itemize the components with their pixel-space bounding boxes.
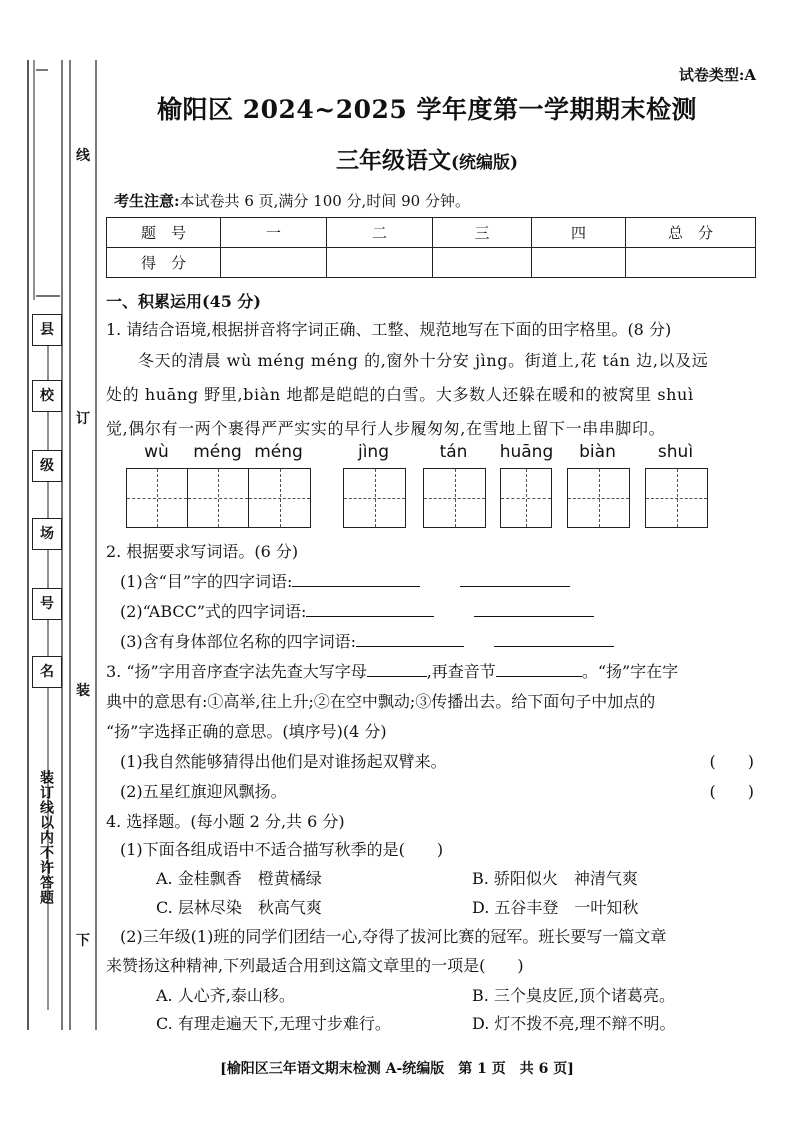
- exam-room-label: 场: [40, 526, 54, 542]
- pinyin-label: shuì: [657, 442, 694, 462]
- margin-mark-ding: 订: [76, 411, 90, 427]
- question-2-item-text: (3)含有身体部位名称的四字词语:: [120, 632, 357, 651]
- writing-grid-huang[interactable]: [500, 468, 552, 528]
- score-header-cell: 三: [433, 218, 532, 248]
- question-2-item-text: (1)含“目”字的四字词语:: [120, 572, 293, 591]
- question-3-item: [120, 746, 760, 778]
- tian-cell[interactable]: [188, 469, 249, 527]
- question-2-item: [120, 596, 780, 628]
- subject-label: 三年级语文: [335, 147, 451, 174]
- pinyin-label: wù: [144, 442, 169, 462]
- question-4-1-stem: (1)下面各组成语中不适合描写秋季的是( ): [120, 840, 444, 859]
- option-d[interactable]: D. 五谷丰登 一叶知秋: [472, 898, 639, 917]
- answer-paren[interactable]: ( ): [709, 782, 754, 801]
- tian-cell[interactable]: [501, 469, 551, 527]
- pinyin-label: tán: [439, 442, 468, 462]
- question-4-2-line: 来赞扬这种精神,下列最适合用到这篇文章里的一项是( ): [106, 956, 524, 975]
- score-table-header-row: [107, 218, 756, 248]
- score-cell[interactable]: [221, 248, 327, 278]
- margin-mark-zhuang: 装: [76, 683, 90, 699]
- school-label: 校: [40, 388, 54, 404]
- exam-title: 榆阳区 2024~2025 学年度第一学期期末检测: [156, 95, 698, 124]
- score-table-score-row: [107, 248, 756, 278]
- answer-paren[interactable]: ( ): [709, 752, 754, 771]
- question-3-line: [106, 656, 766, 688]
- writing-grid-tan[interactable]: [423, 468, 486, 528]
- option-c[interactable]: C. 有理走遍天下,无理寸步难行。: [156, 1014, 391, 1033]
- class-label: 级: [40, 458, 54, 474]
- question-1-stem: 1. 请结合语境,根据拼音将字词正确、工整、规范地写在下面的田字格里。(8 分): [106, 320, 672, 339]
- edition-label: (统编版): [450, 153, 519, 173]
- option-a[interactable]: A. 人心齐,泰山移。: [156, 986, 295, 1005]
- tian-cell[interactable]: [344, 469, 405, 527]
- question-3-text: 3. “扬”字用音序查字法先查大写字母: [106, 662, 367, 681]
- tian-cell[interactable]: [127, 469, 188, 527]
- exam-subtitle: [120, 142, 734, 175]
- question-3-item-text: (1)我自然能够猜得出他们是对谁扬起双臂来。: [120, 752, 447, 771]
- question-3-text: ,再查音节: [426, 662, 496, 681]
- paper-type: 试卷类型:A: [678, 66, 756, 84]
- score-row-label: 得 分: [107, 248, 221, 278]
- answer-blank[interactable]: [474, 599, 594, 617]
- question-3-line: “扬”字选择正确的意思。(填序号)(4 分): [106, 722, 387, 741]
- answer-blank[interactable]: [460, 569, 570, 587]
- question-3-item-text: (2)五星红旗迎风飘扬。: [120, 782, 287, 801]
- pinyin-label: méng: [254, 442, 303, 462]
- passage-line: 冬天的清晨 wù méng méng 的,窗外十分安 jìng。街道上,花 tán 边,以及远: [138, 351, 709, 370]
- seat-number-field[interactable]: [32, 588, 62, 620]
- answer-blank[interactable]: [292, 569, 420, 587]
- option-d[interactable]: D. 灯不拨不亮,理不辩不明。: [472, 1014, 676, 1033]
- exam-notice: [114, 190, 470, 211]
- name-field[interactable]: [32, 656, 62, 688]
- question-4-2-line: (2)三年级(1)班的同学们团结一心,夺得了拔河比赛的冠军。班长要写一篇文章: [120, 927, 667, 946]
- question-2-item: [120, 566, 780, 598]
- answer-blank[interactable]: [496, 659, 582, 677]
- page-footer: [榆阳区三年语文期末检测 A-统编版 第 1 页 共 6 页]: [220, 1061, 574, 1077]
- class-field[interactable]: [32, 450, 62, 482]
- answer-blank[interactable]: [356, 629, 464, 647]
- score-header-cell: 四: [532, 218, 626, 248]
- seat-number-label: 号: [40, 596, 54, 612]
- passage-line: 处的 huāng 野里,biàn 地都是皑皑的白雪。大多数人还躲在暖和的被窝里 shuì: [106, 385, 694, 404]
- exam-room-field[interactable]: [32, 518, 62, 550]
- binding-margin-lines: [0, 0, 110, 1123]
- question-2-item-text: (2)“ABCC”式的四字词语:: [120, 602, 307, 621]
- writing-grid-shui[interactable]: [645, 468, 708, 528]
- passage-line: 觉,偶尔有一两个裹得严严实实的早行人步履匆匆,在雪地上留下一串串脚印。: [106, 419, 666, 438]
- score-header-cell: 题 号: [107, 218, 221, 248]
- margin-mark-xia: 下: [76, 933, 90, 949]
- question-4-stem: 4. 选择题。(每小题 2 分,共 6 分): [106, 812, 345, 831]
- score-cell[interactable]: [433, 248, 532, 278]
- option-b[interactable]: B. 骄阳似火 神清气爽: [472, 869, 638, 888]
- county-field[interactable]: [32, 314, 62, 346]
- option-c[interactable]: C. 层林尽染 秋高气爽: [156, 898, 322, 917]
- score-header-cell: 总 分: [626, 218, 756, 248]
- score-header-cell: 一: [221, 218, 327, 248]
- writing-grid-jing[interactable]: [343, 468, 406, 528]
- tian-cell[interactable]: [249, 469, 310, 527]
- school-field[interactable]: [32, 380, 62, 412]
- notice-text: 本试卷共 6 页,满分 100 分,时间 90 分钟。: [179, 192, 470, 210]
- binding-warning: 装订线以内不许答题: [38, 770, 54, 905]
- question-3-text: 。“扬”字在字: [581, 662, 679, 681]
- score-table: [106, 217, 756, 278]
- question-3-item: [120, 776, 760, 808]
- pinyin-label: biàn: [579, 442, 616, 462]
- question-2-stem: 2. 根据要求写词语。(6 分): [106, 542, 299, 561]
- question-1-passage: [106, 344, 766, 446]
- name-label: 名: [40, 664, 54, 680]
- writing-grid-wu-meng-meng[interactable]: [126, 468, 311, 528]
- tian-cell[interactable]: [568, 469, 629, 527]
- tian-cell[interactable]: [424, 469, 485, 527]
- score-cell[interactable]: [327, 248, 433, 278]
- pinyin-label: huāng: [499, 442, 554, 462]
- writing-grid-bian[interactable]: [567, 468, 630, 528]
- answer-blank[interactable]: [306, 599, 434, 617]
- pinyin-label: jìng: [357, 442, 389, 462]
- score-cell[interactable]: [626, 248, 756, 278]
- question-2-item: [120, 626, 780, 658]
- county-label: 县: [40, 322, 54, 338]
- score-cell[interactable]: [532, 248, 626, 278]
- answer-blank[interactable]: [494, 629, 614, 647]
- tian-cell[interactable]: [646, 469, 707, 527]
- margin-mark-xian: 线: [76, 148, 90, 164]
- score-header-cell: 二: [327, 218, 433, 248]
- question-3-line: 典中的意思有:①高举,往上升;②在空中飘动;③传播出去。给下面句子中加点的: [106, 692, 656, 711]
- section-heading: 一、积累运用(45 分): [106, 292, 261, 311]
- option-b[interactable]: B. 三个臭皮匠,顶个诸葛亮。: [472, 986, 676, 1005]
- notice-label: 考生注意:: [114, 192, 180, 210]
- pinyin-label: méng: [193, 442, 242, 462]
- option-a[interactable]: A. 金桂飘香 橙黄橘绿: [156, 869, 322, 888]
- answer-blank[interactable]: [367, 659, 427, 677]
